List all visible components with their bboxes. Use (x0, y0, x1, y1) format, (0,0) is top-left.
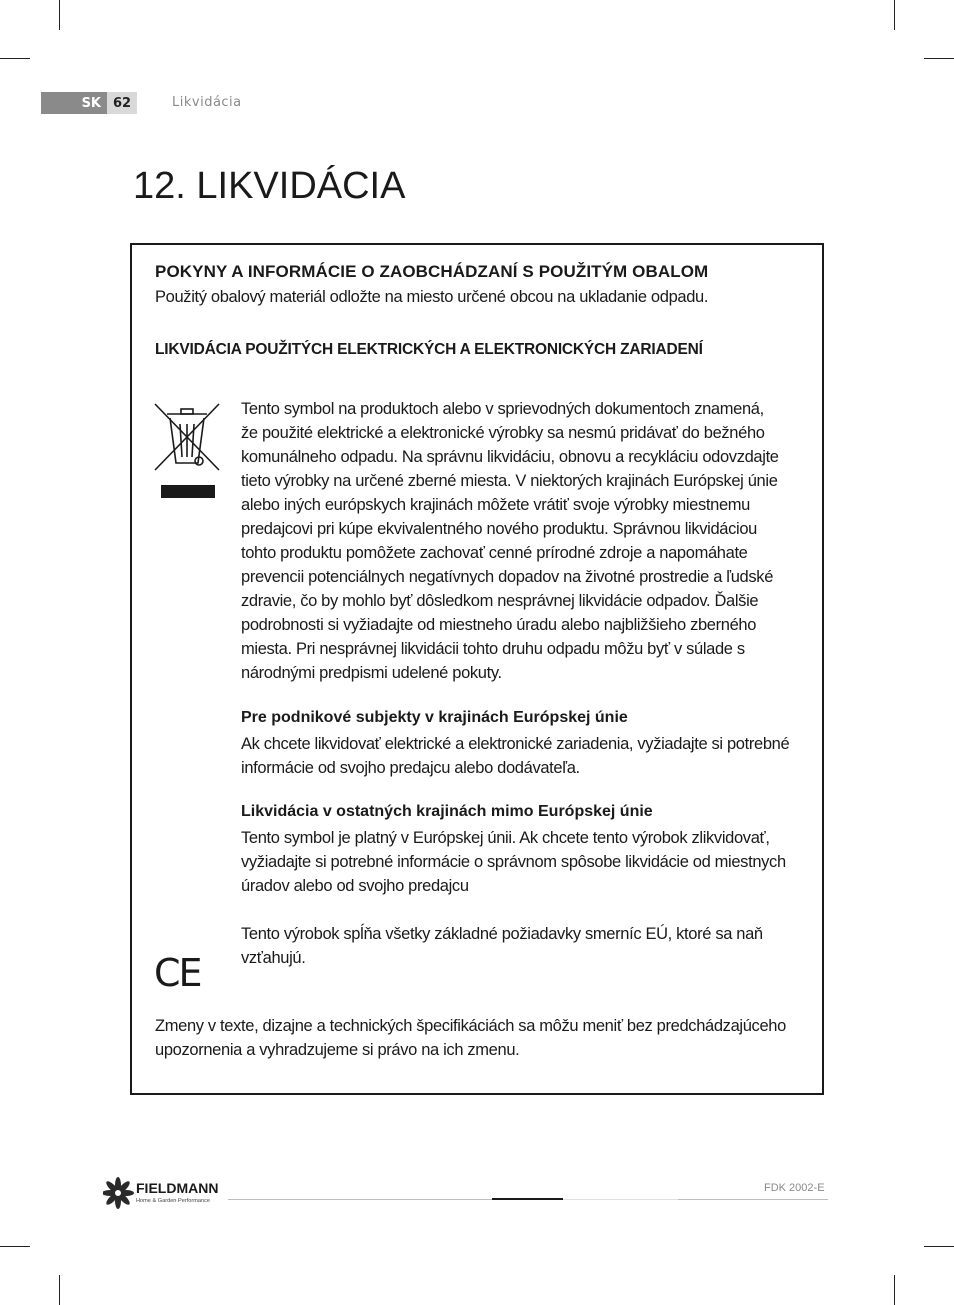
crop-mark (59, 1275, 60, 1305)
svg-text:Home & Garden Performance: Home & Garden Performance (136, 1198, 210, 1204)
language-tab: SK (41, 92, 107, 114)
section-header: Likvidácia (172, 95, 242, 110)
crop-mark (924, 1246, 954, 1247)
weee-line: prevencii potenciálnych negatívnych dopadov na životné prostredie a ľudské (241, 568, 774, 586)
footer-rule (563, 1199, 678, 1200)
ce-line: vzťahujú. (241, 949, 306, 967)
weee-crossed-bin-icon (153, 400, 223, 500)
weee-line: miesta. Pri nesprávnej likvidácii tohto druhu odpadu môžu byť v súlade s (241, 640, 745, 658)
ce-line: Tento výrobok spĺňa všetky základné požiadavky smerníc EÚ, ktoré sa naň (241, 925, 763, 943)
weee-line: alebo iných európskych krajinách môžete vrátiť svoje výrobky miestnemu (241, 496, 751, 514)
outside-eu-heading: Likvidácia v ostatných krajinách mimo Európskej únie (241, 803, 653, 820)
business-heading: Pre podnikové subjekty v krajinách Európskej únie (241, 709, 628, 726)
svg-text:FIELDMANN: FIELDMANN (136, 1180, 219, 1196)
weee-line: že použité elektrické a elektronické výrobky sa nesmú pridávať do bežného (241, 424, 765, 442)
disclaimer-line: Zmeny v texte, dizajne a technických špecifikáciách sa môžu meniť bez predchádzajúceho (155, 1017, 786, 1035)
weee-line: predajcovi pri kúpe ekvivalentného nového produktu. Správnou likvidáciou (241, 520, 757, 538)
svg-text:CE: CE (154, 953, 201, 989)
page-number: 62 (107, 92, 137, 114)
weee-line: tohto produktu pomôžete zachovať cenné prírodné zdroje a napomáhate (241, 544, 748, 562)
business-line: Ak chcete likvidovať elektrické a elektronické zariadenia, vyžiadajte si potrebné (241, 735, 790, 753)
weee-line: tieto výrobky na určené zberné miesta. V niektorých krajinách Európskej únie (241, 472, 778, 490)
outside-eu-line: úradov alebo od svojho predajcu (241, 877, 469, 895)
ce-mark-icon (154, 953, 204, 989)
footer-rule (678, 1199, 828, 1200)
weee-line: komunálneho odpadu. Na správnu likvidáciu, obnovu a recykláciu odovzdajte (241, 448, 779, 466)
footer-rule-accent (492, 1198, 563, 1200)
packaging-heading: POKYNY A INFORMÁCIE O ZAOBCHÁDZANÍ S POUŽITÝM OBALOM (155, 262, 709, 281)
fieldmann-logo (103, 1177, 233, 1209)
weee-line: Tento symbol na produktoch alebo v sprievodných dokumentoch znamená, (241, 400, 764, 418)
crop-mark (0, 1246, 30, 1247)
business-line: informácie od svojho predajcu alebo dodávateľa. (241, 759, 580, 777)
model-number: FDK 2002-E (764, 1182, 825, 1194)
weee-line: národnými predpismi udelené pokuty. (241, 664, 502, 682)
crop-mark (59, 0, 60, 30)
crop-mark (894, 1275, 895, 1305)
page-title: 12. LIKVIDÁCIA (133, 165, 406, 207)
outside-eu-line: Tento symbol je platný v Európskej únii. Ak chcete tento výrobok zlikvidovať, (241, 829, 770, 847)
weee-line: zdravie, čo by mohlo byť dôsledkom nesprávnej likvidácie odpadov. Ďalšie (241, 592, 759, 610)
packaging-text: Použitý obalový materiál odložte na miesto určené obcou na ukladanie odpadu. (155, 288, 709, 306)
outside-eu-line: vyžiadajte si potrebné informácie o správnom spôsobe likvidácie od miestnych (241, 853, 786, 871)
disclaimer-line: upozornenia a vyhradzujeme si právo na ich zmenu. (155, 1041, 520, 1059)
weee-heading: LIKVIDÁCIA POUŽITÝCH ELEKTRICKÝCH A ELEKTRONICKÝCH ZARIADENÍ (155, 341, 703, 358)
crop-mark (894, 0, 895, 30)
footer-rule (228, 1199, 492, 1200)
weee-line: podrobnosti si vyžiadajte od miestneho úradu alebo najbližšieho zberného (241, 616, 757, 634)
crop-mark (924, 58, 954, 59)
crop-mark (0, 58, 30, 59)
